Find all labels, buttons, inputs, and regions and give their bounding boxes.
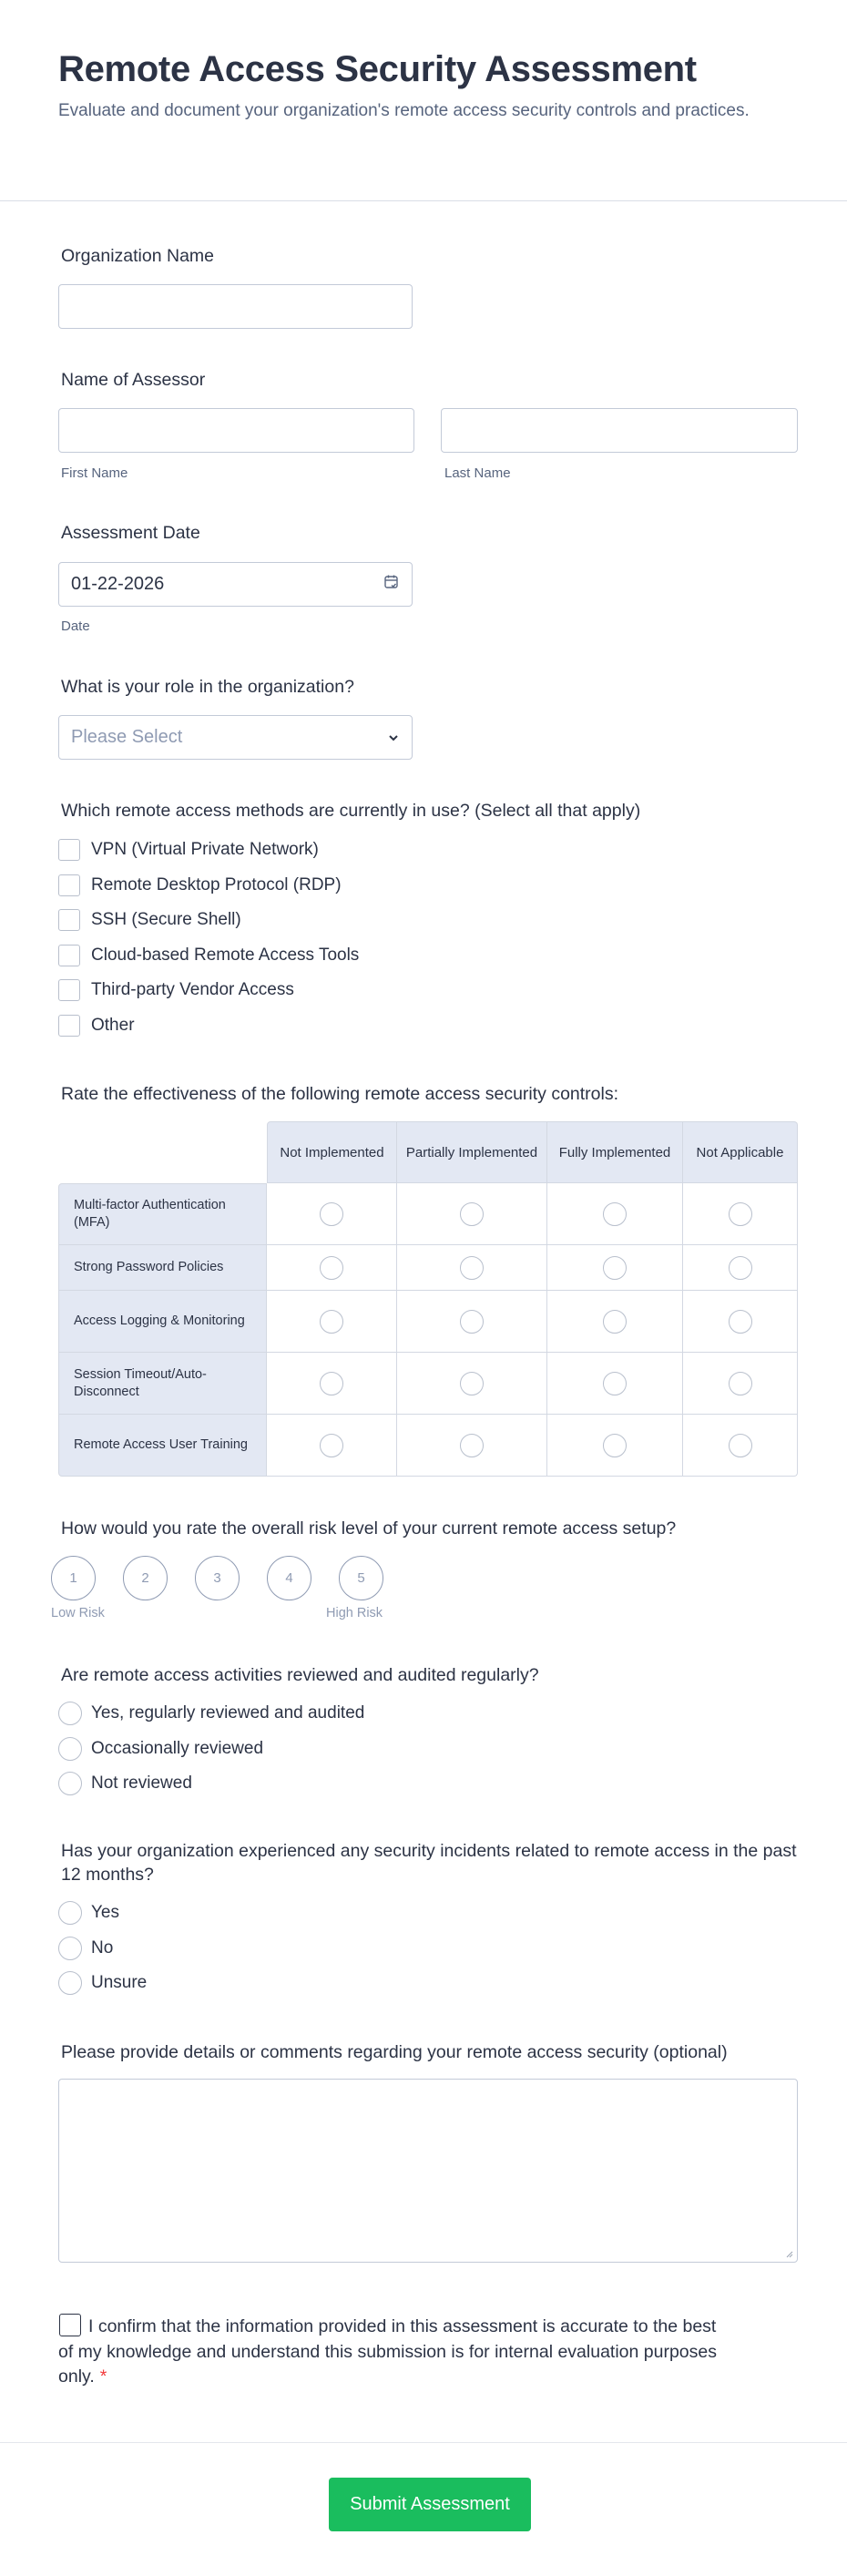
method-option-cloud[interactable] <box>58 938 787 974</box>
assessment-date-value: 01-22-2026 <box>71 574 165 594</box>
method-option-ssh[interactable] <box>58 903 787 938</box>
audit-label: Are remote access activities reviewed and audited regularly? <box>61 1665 539 1685</box>
page-title: Remote Access Security Assessment <box>58 49 697 89</box>
last-name-sublabel: Last Name <box>444 465 511 481</box>
option-label: Remote Desktop Protocol (RDP) <box>91 874 342 894</box>
radio-button[interactable] <box>58 1937 82 1960</box>
matrix-radio[interactable] <box>729 1310 752 1334</box>
matrix-cell[interactable] <box>683 1183 798 1245</box>
radio-button[interactable] <box>58 1737 82 1761</box>
risk-high-label: High Risk <box>326 1606 383 1620</box>
matrix-cell[interactable] <box>267 1415 397 1477</box>
option-label: Cloud-based Remote Access Tools <box>91 945 360 965</box>
risk-scale <box>51 1556 411 1600</box>
assessor-name-label: Name of Assessor <box>61 370 206 390</box>
checkbox[interactable] <box>58 909 80 931</box>
submit-button[interactable]: Submit Assessment <box>329 2478 531 2531</box>
assessment-date-label: Assessment Date <box>61 523 200 543</box>
matrix-row-label: Access Logging & Monitoring <box>58 1291 267 1353</box>
matrix-row-label: Remote Access User Training <box>58 1415 267 1477</box>
first-name-input[interactable] <box>58 408 414 453</box>
first-name-sublabel: First Name <box>61 465 128 481</box>
option-label: Unsure <box>91 1973 148 1993</box>
matrix-cell[interactable] <box>267 1245 397 1291</box>
matrix-cell[interactable] <box>397 1245 547 1291</box>
assessment-date-input[interactable] <box>58 562 413 607</box>
matrix-radio[interactable] <box>603 1434 627 1457</box>
method-option-rdp[interactable] <box>58 868 787 904</box>
matrix-radio[interactable] <box>729 1372 752 1395</box>
confirmation-checkbox[interactable] <box>59 2314 81 2336</box>
matrix-radio[interactable] <box>603 1256 627 1280</box>
form-header <box>0 0 847 201</box>
organization-name-input[interactable] <box>58 284 413 329</box>
matrix-cell[interactable] <box>397 1353 547 1415</box>
option-label: Other <box>91 1015 135 1035</box>
checkbox[interactable] <box>58 1015 80 1037</box>
matrix-radio[interactable] <box>460 1310 484 1334</box>
matrix-row <box>58 1415 798 1477</box>
footer-divider <box>0 2442 847 2443</box>
incidents-radio-group <box>58 1896 787 2001</box>
matrix-cell[interactable] <box>397 1291 547 1353</box>
incidents-option-yes[interactable] <box>58 1896 787 1931</box>
matrix-row <box>58 1353 798 1415</box>
checkbox[interactable] <box>58 979 80 1001</box>
comments-label: Please provide details or comments regarding your remote access security (optional) <box>61 2042 728 2062</box>
option-label: Occasionally reviewed <box>91 1738 264 1758</box>
risk-option-2[interactable]: 2 <box>123 1556 168 1600</box>
matrix-radio[interactable] <box>320 1372 343 1395</box>
role-select-placeholder: Please Select <box>71 727 183 747</box>
comments-textarea[interactable] <box>58 2079 798 2263</box>
incidents-label: Has your organization experienced any security incidents related to remote access in the past 12 months? <box>61 1841 797 1885</box>
method-option-other[interactable] <box>58 1008 787 1044</box>
risk-option-4[interactable]: 4 <box>267 1556 311 1600</box>
matrix-cell[interactable] <box>547 1415 683 1477</box>
radio-button[interactable] <box>58 1772 82 1795</box>
incidents-option-unsure[interactable] <box>58 1966 787 2001</box>
matrix-radio[interactable] <box>729 1202 752 1226</box>
option-label: SSH (Secure Shell) <box>91 910 241 930</box>
matrix-cell[interactable] <box>397 1183 547 1245</box>
matrix-column-header: Not Applicable <box>683 1121 798 1183</box>
matrix-column-header: Fully Implemented <box>547 1121 683 1183</box>
matrix-radio[interactable] <box>320 1256 343 1280</box>
audit-option-occasional[interactable] <box>58 1732 787 1767</box>
matrix-row <box>58 1183 798 1245</box>
risk-low-label: Low Risk <box>51 1606 105 1620</box>
risk-scale-label: How would you rate the overall risk level of your current remote access setup? <box>61 1518 677 1538</box>
checkbox[interactable] <box>58 945 80 966</box>
matrix-radio[interactable] <box>320 1434 343 1457</box>
role-label: What is your role in the organization? <box>61 677 354 697</box>
confirmation-text: I confirm that the information provided in this assessment is accurate to the best of my knowledge and understand this submission is for internal evaluation purposes only. <box>58 2316 717 2387</box>
resize-grip-icon[interactable] <box>786 2251 793 2258</box>
checkbox[interactable] <box>58 874 80 896</box>
matrix-cell[interactable] <box>683 1245 798 1291</box>
audit-radio-group <box>58 1696 787 1802</box>
method-option-third-party[interactable] <box>58 973 787 1008</box>
matrix-radio[interactable] <box>460 1256 484 1280</box>
matrix-row-label: Session Timeout/Auto-Disconnect <box>58 1353 267 1415</box>
methods-checkbox-group <box>58 833 787 1043</box>
option-label: VPN (Virtual Private Network) <box>91 840 319 860</box>
matrix-cell[interactable] <box>397 1415 547 1477</box>
chevron-down-icon <box>387 727 400 748</box>
option-label: Not reviewed <box>91 1774 192 1794</box>
matrix-cell[interactable] <box>683 1291 798 1353</box>
method-option-vpn[interactable] <box>58 833 787 868</box>
matrix-radio[interactable] <box>460 1372 484 1395</box>
risk-option-5[interactable]: 5 <box>339 1556 383 1600</box>
matrix-cell[interactable] <box>267 1353 397 1415</box>
matrix-radio[interactable] <box>603 1310 627 1334</box>
matrix-radio[interactable] <box>603 1372 627 1395</box>
matrix-radio[interactable] <box>729 1256 752 1280</box>
calendar-icon[interactable] <box>383 574 400 596</box>
risk-option-1[interactable]: 1 <box>51 1556 96 1600</box>
matrix-radio[interactable] <box>460 1434 484 1457</box>
matrix-radio[interactable] <box>729 1434 752 1457</box>
matrix-cell[interactable] <box>547 1353 683 1415</box>
radio-button[interactable] <box>58 1971 82 1995</box>
option-label: No <box>91 1937 114 1958</box>
matrix-row-label: Multi-factor Authentication (MFA) <box>58 1183 267 1245</box>
matrix-corner <box>58 1121 267 1183</box>
matrix-cell[interactable] <box>547 1291 683 1353</box>
matrix-row <box>58 1245 798 1291</box>
matrix-row <box>58 1291 798 1353</box>
methods-label: Which remote access methods are currently in use? (Select all that apply) <box>61 801 641 821</box>
matrix-radio[interactable] <box>320 1310 343 1334</box>
controls-matrix-label: Rate the effectiveness of the following remote access security controls: <box>61 1084 619 1104</box>
matrix-cell[interactable] <box>267 1291 397 1353</box>
required-asterisk: * <box>99 2366 107 2387</box>
matrix-cell[interactable] <box>547 1183 683 1245</box>
matrix-cell[interactable] <box>683 1353 798 1415</box>
option-label: Third-party Vendor Access <box>91 980 294 1000</box>
matrix-cell[interactable] <box>547 1245 683 1291</box>
confirmation-field <box>58 2314 732 2390</box>
matrix-row-label: Strong Password Policies <box>58 1245 267 1291</box>
matrix-radio[interactable] <box>603 1202 627 1226</box>
controls-matrix <box>58 1121 798 1477</box>
option-label: Yes <box>91 1903 119 1923</box>
last-name-input[interactable] <box>441 408 798 453</box>
date-sublabel: Date <box>61 618 90 634</box>
organization-name-label: Organization Name <box>61 246 214 266</box>
incidents-option-no[interactable] <box>58 1931 787 1967</box>
audit-option-regular[interactable] <box>58 1696 787 1732</box>
role-select[interactable] <box>58 715 413 760</box>
matrix-column-header: Partially Implemented <box>397 1121 547 1183</box>
radio-button[interactable] <box>58 1702 82 1725</box>
risk-option-3[interactable]: 3 <box>195 1556 240 1600</box>
matrix-cell[interactable] <box>683 1415 798 1477</box>
page-subtitle: Evaluate and document your organization's remote access security controls and practices. <box>58 101 750 120</box>
matrix-column-header: Not Implemented <box>267 1121 397 1183</box>
audit-option-not-reviewed[interactable] <box>58 1766 787 1802</box>
option-label: Yes, regularly reviewed and audited <box>91 1703 365 1723</box>
matrix-radio[interactable] <box>460 1202 484 1226</box>
checkbox[interactable] <box>58 839 80 861</box>
matrix-cell[interactable] <box>267 1183 397 1245</box>
matrix-radio[interactable] <box>320 1202 343 1226</box>
radio-button[interactable] <box>58 1901 82 1925</box>
